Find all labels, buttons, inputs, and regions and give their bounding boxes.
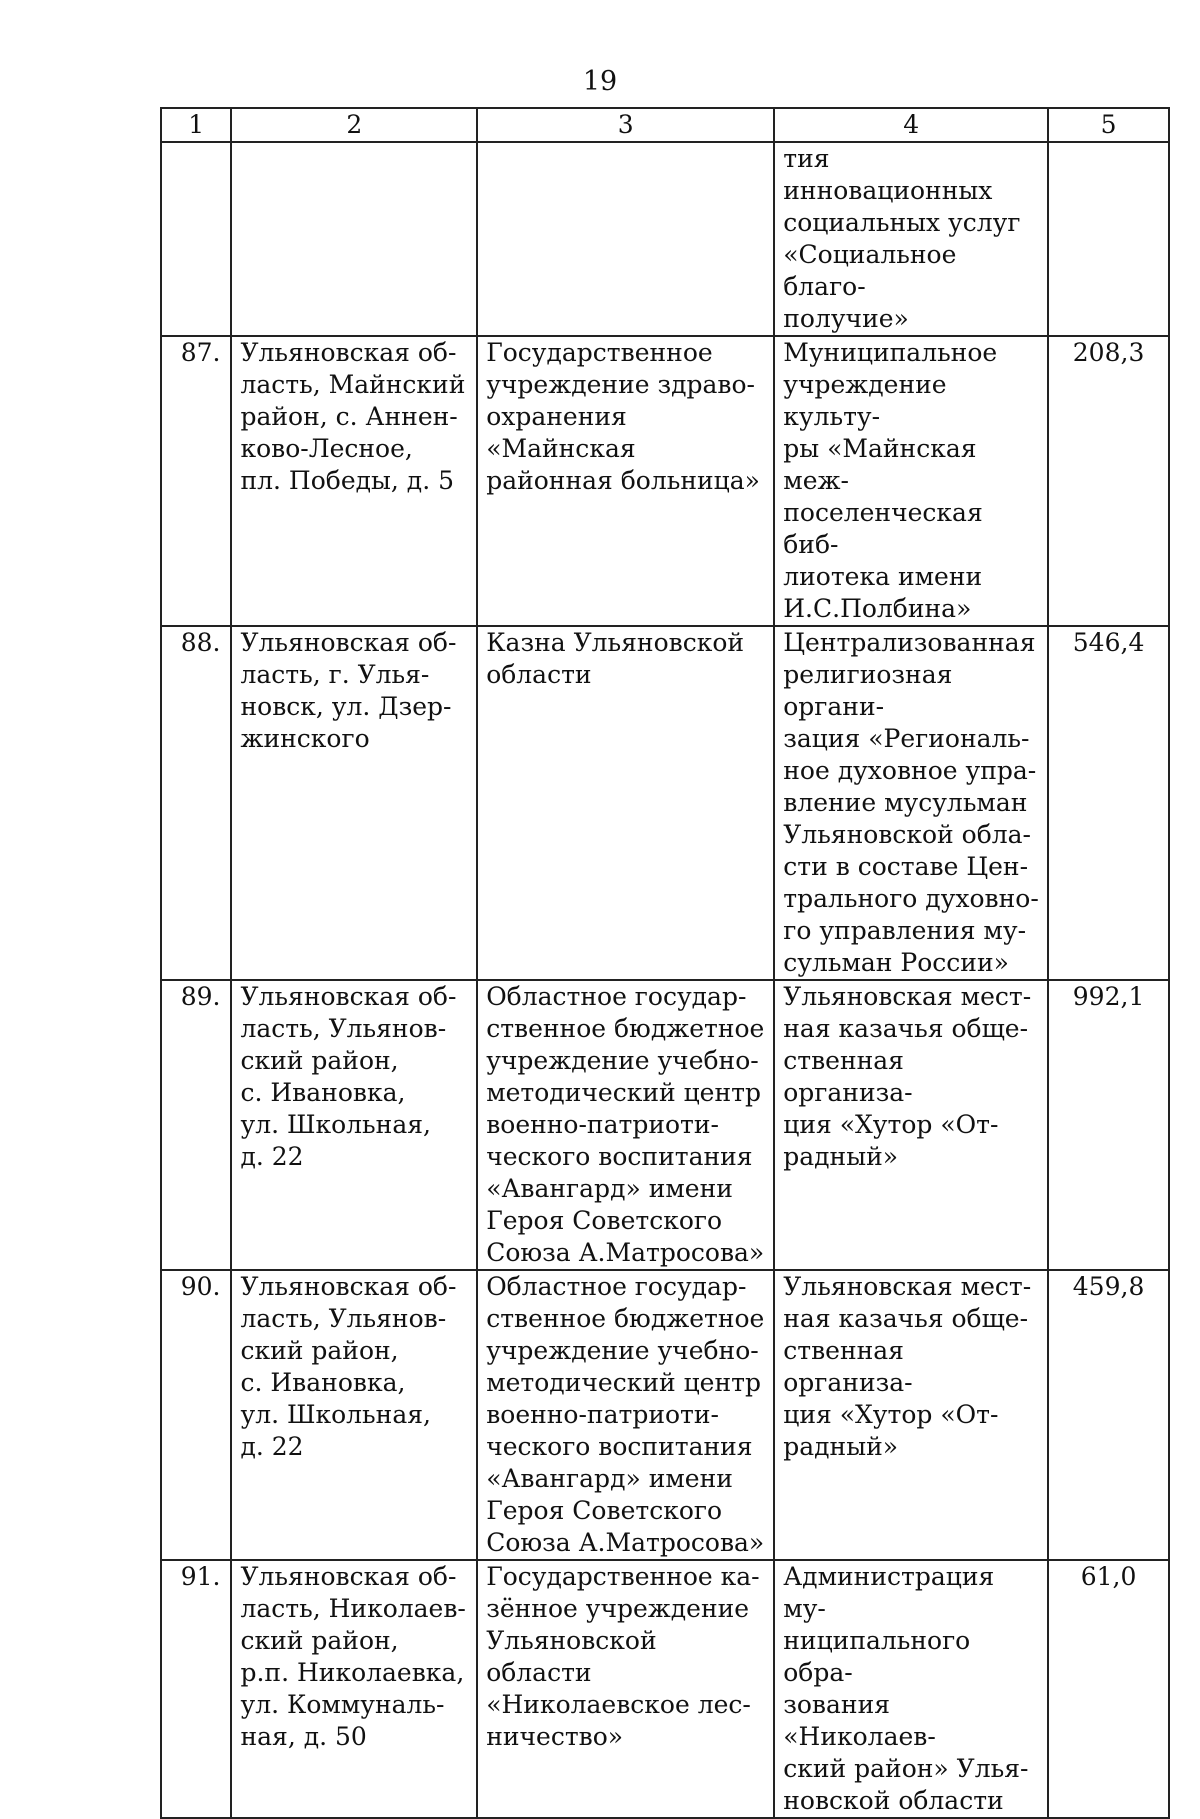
recipient-cell: Администрация му- ниципального обра- зования «Николаев- ский район» Улья- новской области bbox=[774, 1560, 1048, 1818]
table-row bbox=[161, 980, 1169, 1270]
holder-cell: Областное государ- ственное бюджетное учреждение учебно- методический центр военно-патриоти- ческого воспитания «Авангард» имени Героя Советского Союза А.Матросова» bbox=[477, 1270, 774, 1560]
holder-cell: Казна Ульяновской области bbox=[477, 626, 774, 980]
table-row bbox=[161, 1270, 1169, 1560]
value-cell: 546,4 bbox=[1048, 626, 1169, 980]
row-number: 91. bbox=[161, 1560, 231, 1818]
holder-cell bbox=[477, 142, 774, 336]
recipient-cell: Ульяновская мест- ная казачья обще- ственная организа- ция «Хутор «От- радный» bbox=[774, 980, 1048, 1270]
value-cell bbox=[1048, 142, 1169, 336]
table-row bbox=[161, 142, 1169, 336]
row-number: 89. bbox=[161, 980, 231, 1270]
address-cell bbox=[231, 142, 477, 336]
address-cell: Ульяновская об- ласть, Николаев- ский район, р.п. Николаевка, ул. Коммуналь- ная, д. 50 bbox=[231, 1560, 477, 1818]
address-cell: Ульяновская об- ласть, Ульянов- ский район, с. Ивановка, ул. Школьная, д. 22 bbox=[231, 980, 477, 1270]
recipient-cell: тия инновационных социальных услуг «Социальное благо- получие» bbox=[774, 142, 1048, 336]
value-cell: 459,8 bbox=[1048, 1270, 1169, 1560]
value-cell: 992,1 bbox=[1048, 980, 1169, 1270]
address-cell: Ульяновская об- ласть, Ульянов- ский район, с. Ивановка, ул. Школьная, д. 22 bbox=[231, 1270, 477, 1560]
row-number: 87. bbox=[161, 336, 231, 626]
holder-cell: Государственное учреждение здраво- охранения «Майнская районная больница» bbox=[477, 336, 774, 626]
table-row bbox=[161, 626, 1169, 980]
column-header-4: 4 bbox=[774, 108, 1048, 142]
value-cell: 208,3 bbox=[1048, 336, 1169, 626]
row-number: 90. bbox=[161, 1270, 231, 1560]
row-number bbox=[161, 142, 231, 336]
table-header-row bbox=[161, 108, 1169, 142]
address-cell: Ульяновская об- ласть, Майнский район, с. Аннен- ково-Лесное, пл. Победы, д. 5 bbox=[231, 336, 477, 626]
address-cell: Ульяновская об- ласть, г. Улья- новск, ул. Дзер- жинского bbox=[231, 626, 477, 980]
holder-cell: Областное государ- ственное бюджетное учреждение учебно- методический центр военно-патриоти- ческого воспитания «Авангард» имени Героя Советского Союза А.Матросова» bbox=[477, 980, 774, 1270]
column-header-5: 5 bbox=[1048, 108, 1169, 142]
recipient-cell: Муниципальное учреждение культу- ры «Майнская меж- поселенческая биб- лиотека имени И.С.Полбина» bbox=[774, 336, 1048, 626]
recipient-cell: Централизованная религиозная органи- зация «Региональ- ное духовное упра- вление мусульман Ульяновской обла- сти в составе Цен- трального духовно- го управления му- сульман России» bbox=[774, 626, 1048, 980]
table-row bbox=[161, 336, 1169, 626]
row-number: 88. bbox=[161, 626, 231, 980]
recipient-cell: Ульяновская мест- ная казачья обще- ственная организа- ция «Хутор «От- радный» bbox=[774, 1270, 1048, 1560]
holder-cell: Государственное ка- зённое учреждение Ульяновской области «Николаевское лес- ничество» bbox=[477, 1560, 774, 1818]
value-cell: 61,0 bbox=[1048, 1560, 1169, 1818]
column-header-3: 3 bbox=[477, 108, 774, 142]
table-row bbox=[161, 1560, 1169, 1818]
column-header-1: 1 bbox=[161, 108, 231, 142]
property-table bbox=[160, 107, 1170, 1819]
column-header-2: 2 bbox=[231, 108, 477, 142]
page-number: 19 bbox=[582, 66, 618, 97]
